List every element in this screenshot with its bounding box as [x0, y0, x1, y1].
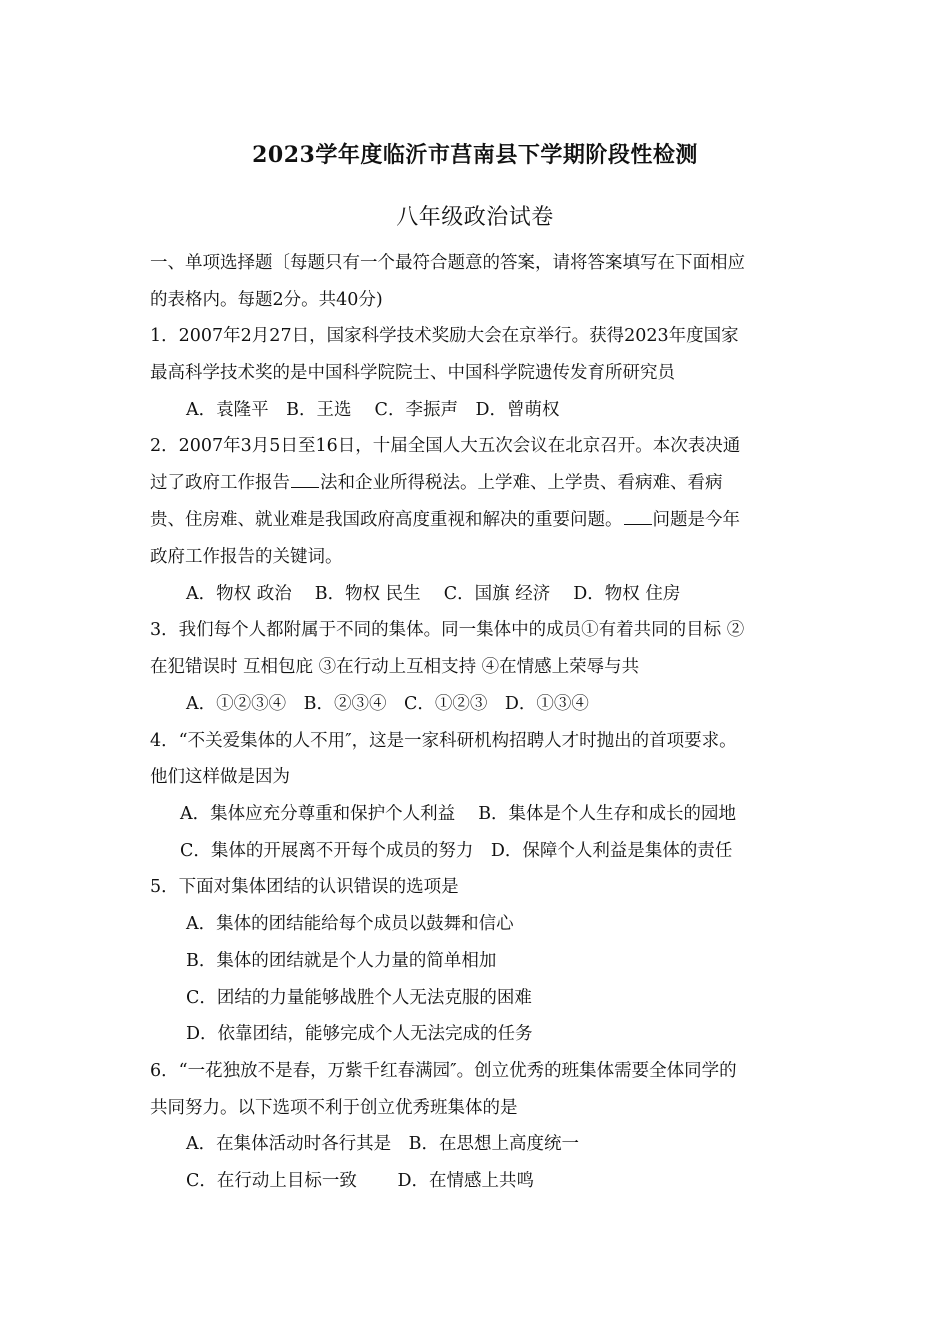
- question-2-line2: [150, 471, 810, 495]
- question-4-line1: 4．“不关爱集体的人不用″，这是一家科研机构招聘人才时抛出的首项要求。: [150, 731, 737, 751]
- question-6-line2: 共同努力。以下选项不利于创立优秀班集体的是: [150, 1098, 518, 1118]
- question-5-option-b: B．集体的团结就是个人力量的简单相加: [186, 951, 497, 971]
- question-2-line3: [150, 508, 810, 532]
- question-3-options: A．①②③④ B．②③④ C．①②③ D．①③④: [186, 694, 589, 714]
- question-6-options-cd: C．在行动上目标一致 D．在情感上共鸣: [186, 1171, 534, 1191]
- question-2-line3-part1: 贵、住房难、就业难是我国政府高度重视和解决的重要问题。: [150, 510, 623, 530]
- question-2-line1: 2．2007年3月5日至16日，十届全国人大五次会议在北京召开。本次表决通: [150, 436, 741, 456]
- question-3-line2: 在犯错误时 互相包庇 ③在行动上互相支持 ④在情感上荣辱与共: [150, 657, 640, 677]
- question-5-option-c: C．团结的力量能够战胜个人无法克服的困难: [186, 988, 532, 1008]
- question-4-line2: 他们这样做是因为: [150, 767, 290, 787]
- question-4-options-cd: C．集体的开展离不开每个成员的努力 D．保障个人利益是集体的责任: [180, 841, 733, 861]
- question-5-line1: 5．下面对集体团结的认识错误的选项是: [150, 877, 459, 897]
- question-4-options-ab: A．集体应充分尊重和保护个人利益 B．集体是个人生存和成长的园地: [180, 804, 737, 824]
- question-2-line4: 政府工作报告的关键词。: [150, 547, 343, 567]
- question-2-line2-part2: 法和企业所得税法。上学难、上学贵、看病难、看病: [320, 473, 723, 493]
- section-instructions-line2: 的表格内。每题2分。共40分): [150, 290, 383, 310]
- question-6-options-ab: A．在集体活动时各行其是 B．在思想上高度统一: [186, 1134, 579, 1154]
- question-1-line2: 最高科学技术奖的是中国科学院院士、中国科学院遗传发育所研究员: [150, 363, 675, 383]
- question-6-line1: 6．“一花独放不是春，万紫千红春满园″。创立优秀的班集体需要全体同学的: [150, 1061, 737, 1081]
- question-5-option-a: A．集体的团结能给每个成员以鼓舞和信心: [186, 914, 514, 934]
- exam-subtitle: 八年级政治试卷: [396, 205, 554, 230]
- question-1-options: A．袁隆平 B．王选 C．李振声 D．曾萌权: [186, 400, 560, 420]
- question-2-line2-part1: 过了政府工作报告: [150, 473, 290, 493]
- answer-blank: [291, 471, 319, 488]
- question-2-options: A．物权 政治 B．物权 民生 C．国旗 经济 D．物权 住房: [186, 584, 681, 604]
- question-3-line1: 3．我们每个人都附属于不同的集体。同一集体中的成员①有着共同的目标 ②: [150, 620, 745, 640]
- question-2-line3-part2: 问题是今年: [652, 510, 740, 530]
- exam-title: 2023学年度临沂市莒南县下学期阶段性检测: [252, 142, 698, 168]
- section-instructions-line1: 一、单项选择题〔每题只有一个最符合题意的答案，请将答案填写在下面相应: [150, 253, 745, 273]
- question-5-option-d: D．依靠团结，能够完成个人无法完成的任务: [186, 1024, 533, 1044]
- answer-blank: [624, 508, 652, 525]
- question-1-line1: 1．2007年2月27日，国家科学技术奖励大会在京举行。获得2023年度国家: [150, 326, 739, 346]
